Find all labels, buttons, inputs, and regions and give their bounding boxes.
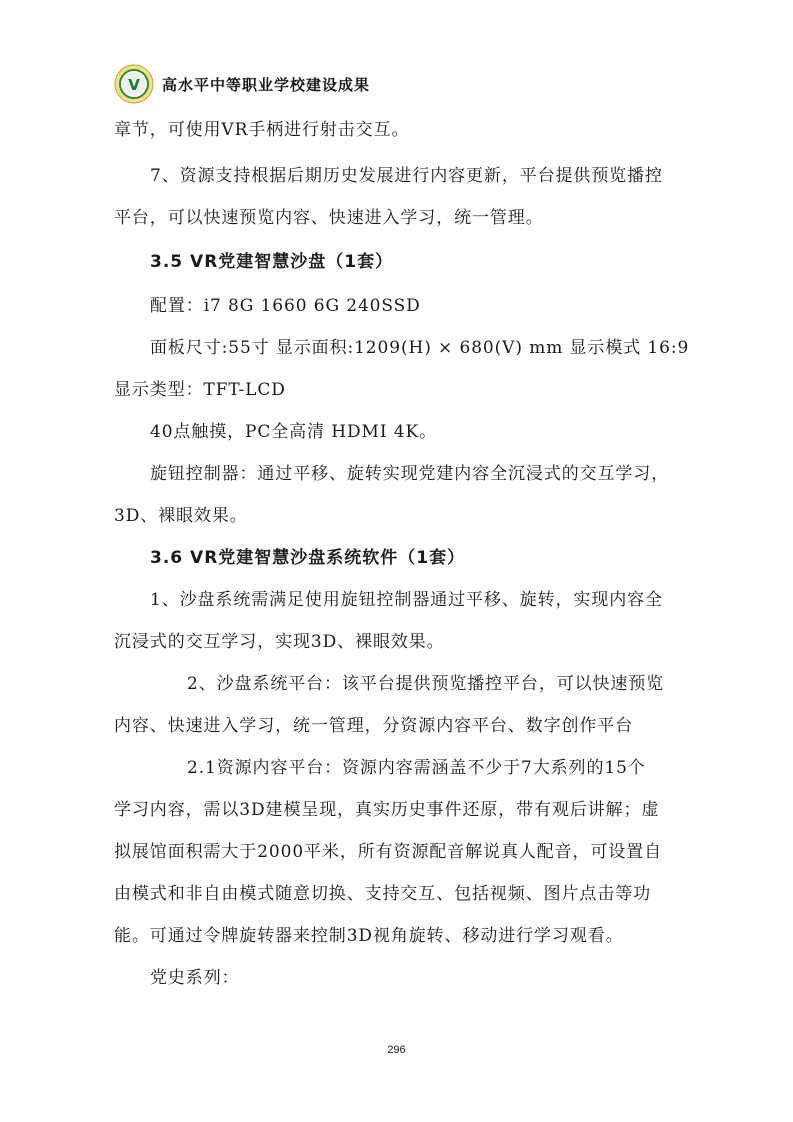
body-line: 40点触摸，PC全高清 HDMI 4K。 <box>150 422 437 442</box>
body-line: 面板尺寸:55寸 显示面积:1209(H) × 680(V) mm 显示模式 16:9 <box>150 338 690 358</box>
svg-text:V: V <box>128 76 140 94</box>
body-line: 能。可通过令牌旋转器来控制3D视角旋转、移动进行学习观看。 <box>114 926 624 946</box>
section-heading-3-5: 3.5 VR党建智慧沙盘（1套） <box>150 252 394 272</box>
body-line: 3D、裸眼效果。 <box>114 506 248 526</box>
page-number: 296 <box>387 1044 406 1056</box>
body-line: 配置：i7 8G 1660 6G 240SSD <box>150 296 421 316</box>
body-line: 由模式和非自由模式随意切换、支持交互、包括视频、图片点击等功 <box>114 884 651 904</box>
page-header <box>114 64 370 104</box>
school-logo-icon <box>114 64 154 104</box>
section-heading-3-6: 3.6 VR党建智慧沙盘系统软件（1套） <box>150 548 466 568</box>
body-line: 党史系列： <box>150 968 240 988</box>
body-line: 7、资源支持根据后期历史发展进行内容更新，平台提供预览播控 <box>150 166 663 186</box>
body-line: 学习内容，需以3D建模呈现，真实历史事件还原，带有观后讲解；虚 <box>114 800 660 820</box>
body-line: 2、沙盘系统平台：该平台提供预览播控平台，可以快速预览 <box>187 674 665 694</box>
body-line: 2.1资源内容平台：资源内容需涵盖不少于7大系列的15个 <box>187 758 646 778</box>
body-line: 旋钮控制器：通过平移、旋转实现党建内容全沉浸式的交互学习， <box>150 464 670 484</box>
body-line: 显示类型：TFT-LCD <box>114 380 286 400</box>
body-line: 沉浸式的交互学习，实现3D、裸眼效果。 <box>114 632 445 652</box>
body-line: 内容、快速进入学习，统一管理，分资源内容平台、数字创作平台 <box>114 716 634 736</box>
body-line: 拟展馆面积需大于2000平米，所有资源配音解说真人配音，可设置自 <box>114 842 663 862</box>
body-line: 1、沙盘系统需满足使用旋钮控制器通过平移、旋转，实现内容全 <box>150 590 663 610</box>
body-line: 平台，可以快速预览内容、快速进入学习，统一管理。 <box>114 208 544 228</box>
header-title: 高水平中等职业学校建设成果 <box>162 75 371 94</box>
body-line: 章节，可使用VR手柄进行射击交互。 <box>114 120 410 140</box>
